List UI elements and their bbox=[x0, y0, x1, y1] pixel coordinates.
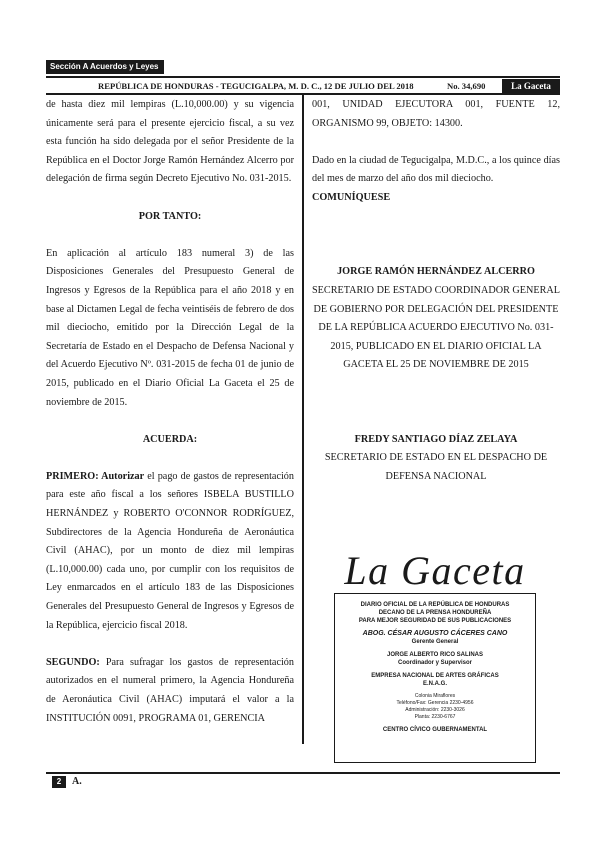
contact-line-1: Colonia Miraflores bbox=[414, 693, 456, 699]
enag-abbr: E.N.A.G. bbox=[422, 681, 447, 687]
gerente-role: Gerente General bbox=[411, 639, 459, 645]
segundo-paragraph bbox=[46, 654, 294, 728]
right-column bbox=[312, 96, 560, 486]
footer-rule bbox=[46, 772, 560, 774]
column-divider bbox=[302, 94, 304, 744]
masthead-line bbox=[46, 79, 560, 93]
page-number: 2 bbox=[52, 776, 66, 788]
segundo-label: SEGUNDO: bbox=[46, 656, 100, 668]
enag-name: EMPRESA NACIONAL DE ARTES GRÁFICAS bbox=[371, 673, 499, 679]
right-paragraph-1: 001, UNIDAD EJECUTORA 001, FUENTE 12, ORGANISMO 99, OBJETO: 14300. bbox=[312, 99, 560, 129]
acuerda-heading: ACUERDA: bbox=[142, 433, 198, 445]
gaceta-line-2: DECANO DE LA PRENSA HONDUREÑA bbox=[378, 610, 492, 616]
issue-number: No. 34,690 bbox=[447, 81, 486, 91]
section-tag: Sección A Acuerdos y Leyes bbox=[46, 60, 164, 74]
masthead-date-line: REPÚBLICA DE HONDURAS - TEGUCIGALPA, M. D. C., 12 DE JULIO DEL 2018 bbox=[98, 81, 414, 91]
segundo-text: Para sufragar los gastos de representación autorizados en el numeral primero, la Agencia Hondureña de Aeronáutica Civil (AHAC) imputará el valor a la INSTITUCIÓN 0091, PROGRAMA 01, GERENCIA bbox=[46, 656, 294, 724]
right-paragraph-2: Dado en la ciudad de Tegucigalpa, M.D.C., a los quince días del mes de marzo del año dos mil dieciocho. bbox=[312, 154, 560, 185]
gerente-name: ABOG. CÉSAR AUGUSTO CÁCERES CANO bbox=[362, 630, 508, 637]
signatory-1-name: JORGE RAMÓN HERNÁNDEZ ALCERRO bbox=[337, 266, 535, 278]
contact-line-4: Planta: 2230-6767 bbox=[414, 714, 456, 720]
por-tanto-heading: POR TANTO: bbox=[138, 210, 202, 222]
primero-text: el pago de gastos de representación para este año fiscal a los señores ISBELA BUSTILLO HERNÁNDEZ y ROBERTO O'CONNOR RODRÍGUEZ, Subdirectores de la Agencia Hondureña de Aeronáutica Civil (AHAC), por un monto de diez mil lempiras (L.10,000.00) cada uno, por cumplir con los requisitos de Ley enmarcados en el artículo 183 de las Disposiciones Generales del Presupuesto General de Ingresos y Egresos de la República, ejercicio fiscal 2018. bbox=[46, 470, 294, 631]
gaceta-line-1: DIARIO OFICIAL DE LA REPÚBLICA DE HONDURAS bbox=[360, 602, 510, 608]
comuniquese: COMUNÍQUESE bbox=[312, 191, 391, 203]
gaceta-line-3: PARA MEJOR SEGURIDAD DE SUS PUBLICACIONES bbox=[358, 618, 512, 624]
header-rule-top bbox=[46, 76, 560, 78]
primero-label: PRIMERO: Autorizar bbox=[46, 470, 145, 482]
left-column bbox=[46, 96, 294, 728]
la-gaceta-logo: La Gaceta bbox=[344, 548, 526, 593]
signatory-2-title: SECRETARIO DE ESTADO EN EL DESPACHO DE DEFENSA NACIONAL bbox=[324, 452, 548, 482]
signatory-1-title: SECRETARIO DE ESTADO COORDINADOR GENERAL DE GOBIERNO POR DELEGACIÓN DEL PRESIDENTE DE LA REPÚBLICA ACUERDO EJECUTIVO No. 031-2015, PUBLICADO EN EL DIARIO OFICIAL LA GACETA EL 25 DE NOVIEMBRE DE 2015 bbox=[312, 284, 560, 371]
coordinador-name: JORGE ALBERTO RICO SALINAS bbox=[386, 652, 483, 658]
left-paragraph-2: En aplicación al artículo 183 numeral 3) de las Disposiciones Generales del Presupuesto General de Ingresos y Egresos de la República para el año 2018 y en base al Dictamen Legal de fecha veintiséis de febrero de dos mil dieciocho, emitido por la Dirección Legal de la Secretaría de Estado en el Despacho de Defensa Nacional y del Acuerdo Ejecutivo Nº. 031-2015 de fecha 01 de junio de 2015, publicado en el Diario Oficial La Gaceta el 25 de noviembre de 2015. bbox=[46, 247, 294, 408]
section-letter: A. bbox=[72, 776, 82, 787]
coordinador-role: Coordinador y Supervisor bbox=[397, 660, 472, 666]
signatory-2-name: FREDY SANTIAGO DÍAZ ZELAYA bbox=[354, 433, 518, 445]
contact-line-2: Teléfono/Fax: Gerencia 2230-4956 bbox=[396, 700, 474, 706]
centro-civico: CENTRO CÍVICO GUBERNAMENTAL bbox=[382, 727, 488, 733]
primero-paragraph bbox=[46, 468, 294, 635]
left-paragraph-1: de hasta diez mil lempiras (L.10,000.00) y su vigencia únicamente será para el presente ejercicio fiscal, a su vez esta función ha sido delegada por el señor Presidente de la República en el Doctor Jorge Ramón Hernández Alcerro por delegación de firma según Decreto Ejecutivo No. 031-2015. bbox=[46, 99, 294, 185]
contact-line-3: Administración: 2230-3026 bbox=[405, 707, 465, 713]
gaceta-info-box bbox=[334, 593, 536, 763]
brand-tag: La Gaceta bbox=[502, 79, 560, 93]
